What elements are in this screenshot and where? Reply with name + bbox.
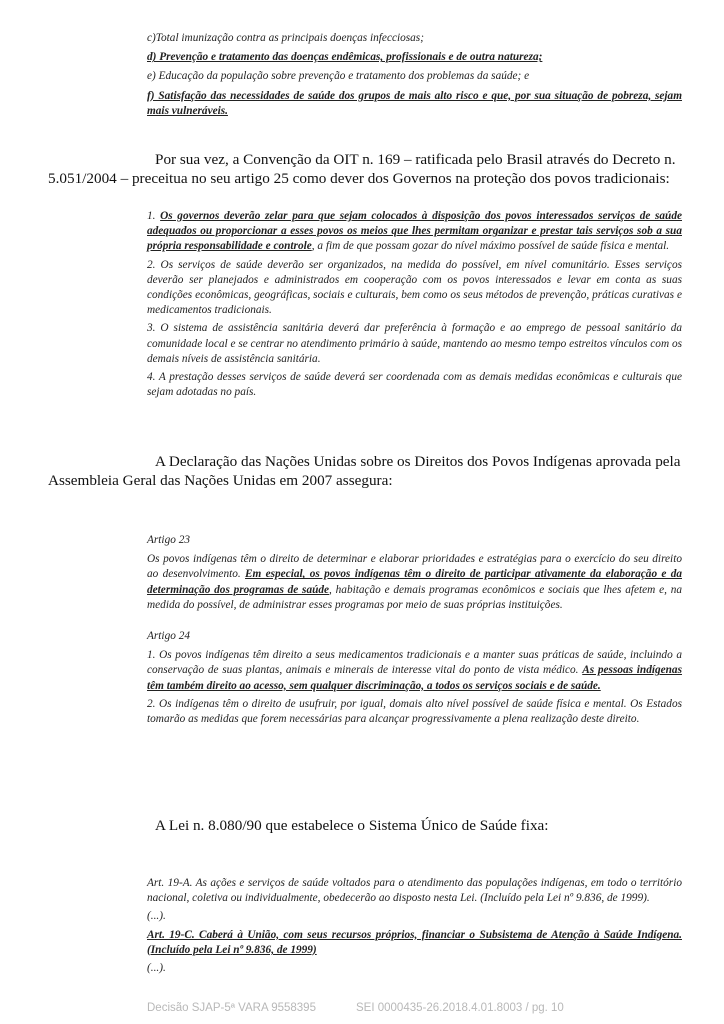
paragraph-onu xyxy=(48,452,688,490)
article-23-emphasis: Em especial, os povos indígenas têm o direito de participar ativamente da elaboração e da determinação dos programas de saúde xyxy=(147,568,682,596)
paragraph-onu-text: A Declaração das Nações Unidas sobre os Direitos dos Povos Indígenas aprovada pela Assembleia Geral das Nações Unidas em 2007 assegura: xyxy=(48,453,681,489)
onu-quote xyxy=(147,533,682,730)
article-24-item-1-start: 1. Os povos indígenas têm direito a seus medicamentos tradicionais e a manter suas práticas de saúde, incluindo a conservação de suas plantas, animais e minerais de interesse vital do ponto de vista médico. xyxy=(147,649,682,677)
footer-left: Decisão SJAP-5ª VARA 9558395 xyxy=(147,1002,316,1014)
article-24-item-1 xyxy=(147,648,682,694)
oit-item-1-rest: , a fim de que possam gozar do nível máximo possível de saúde física e mental. xyxy=(311,240,670,253)
article-24-item-1-emphasis: As pessoas indígenas têm também direito ao acesso, sem qualquer discriminação, a todos os serviços sociais e de saúde. xyxy=(147,664,682,692)
footer-right: SEI 0000435-26.2018.4.01.8003 / pg. 10 xyxy=(356,1002,564,1014)
article-23-rest: , habitação e demais programas econômicos e sociais que lhes afetem e, na medida do possível, de administrar esses programas por meio de suas próprias instituições. xyxy=(147,583,682,611)
oit-item-1-emphasis: Os governos deverão zelar para que sejam colocados à disposição dos povos interessados serviços de saúde adequados ou proporcionar a esses povos os meios que lhes permitam organizar e prestar tais serviços sob a sua própria responsabilidade e controle xyxy=(147,210,682,253)
oit-item-4: 4. A prestação desses serviços de saúde deverá ser coordenada com as demais medidas econômicas e culturais que sejam adotadas no país. xyxy=(147,371,682,399)
lei-quote xyxy=(147,876,682,979)
ellipsis-2: (...). xyxy=(147,962,166,975)
list-item-f: f) Satisfação das necessidades de saúde dos grupos de mais alto risco e que, por sua situação de pobreza, sejam mais vulneráveis. xyxy=(147,89,682,117)
list-item-e: e) Educação da população sobre prevenção e tratamento dos problemas da saúde; e xyxy=(147,70,530,83)
article-23-start: Os povos indígenas têm o direito de determinar e elaborar prioridades e estratégias para o exercício do seu direito ao desenvolvimento. xyxy=(147,553,682,581)
oit-item-2: 2. Os serviços de saúde deverão ser organizados, na medida do possível, em nível comunitário. Esses serviços deverão ser planejados e administrados em cooperação com os povos interessados e levar em conta as suas condições econômicas, geográficas, sociais e culturais, bem como os seus métodos de prevenção, práticas curativas e medicamentos tradicionais. xyxy=(147,258,682,317)
top-list xyxy=(147,31,682,122)
oit-item-1 xyxy=(147,209,682,255)
article-24-title: Artigo 24 xyxy=(147,630,190,643)
ellipsis-1: (...). xyxy=(147,910,166,923)
list-item-d: d) Prevenção e tratamento das doenças endêmicas, profissionais e de outra natureza; xyxy=(147,51,543,64)
art-19a: Art. 19-A. As ações e serviços de saúde voltados para o atendimento das populações indígenas, em todo o território nacional, coletiva ou individualmente, obedecerão ao disposto nesta Lei. (Incluído pela Lei nº 9.836, de 1999). xyxy=(147,877,682,905)
paragraph-lei-text: A Lei n. 8.080/90 que estabelece o Sistema Único de Saúde fixa: xyxy=(155,817,549,834)
list-item-c: c)Total imunização contra as principais doenças infecciosas; xyxy=(147,32,424,44)
paragraph-oit xyxy=(48,150,688,188)
oit-item-1-prefix: 1. xyxy=(147,210,161,222)
oit-item-3: 3. O sistema de assistência sanitária deverá dar preferência à formação e ao emprego de pessoal sanitário da comunidade local e se centrar no atendimento primário à saúde, mantendo ao mesmo tempo estreitos vínculos com os demais níveis de assistência sanitária. xyxy=(147,322,682,365)
oit-quote xyxy=(147,209,682,403)
article-23-title: Artigo 23 xyxy=(147,534,190,546)
article-24-item-2: 2. Os indígenas têm o direito de usufruir, por igual, domais alto nível possível de saúde física e mental. Os Estados tomarão as medidas que forem necessárias para alcançar progressivamente a plena realização deste direito. xyxy=(147,697,682,726)
paragraph-oit-text: Por sua vez, a Convenção da OIT n. 169 – ratificada pelo Brasil através do Decreto n. 5.051/2004 – preceitua no seu artigo 25 como dever dos Governos na proteção dos povos tradicionais: xyxy=(48,151,676,187)
art-19c: Art. 19-C. Caberá à União, com seus recursos próprios, financiar o Subsistema de Atenção à Saúde Indígena. (Incluído pela Lei nº 9.836, de 1999) xyxy=(147,928,682,956)
paragraph-lei xyxy=(48,816,688,835)
article-23-body xyxy=(147,552,682,613)
